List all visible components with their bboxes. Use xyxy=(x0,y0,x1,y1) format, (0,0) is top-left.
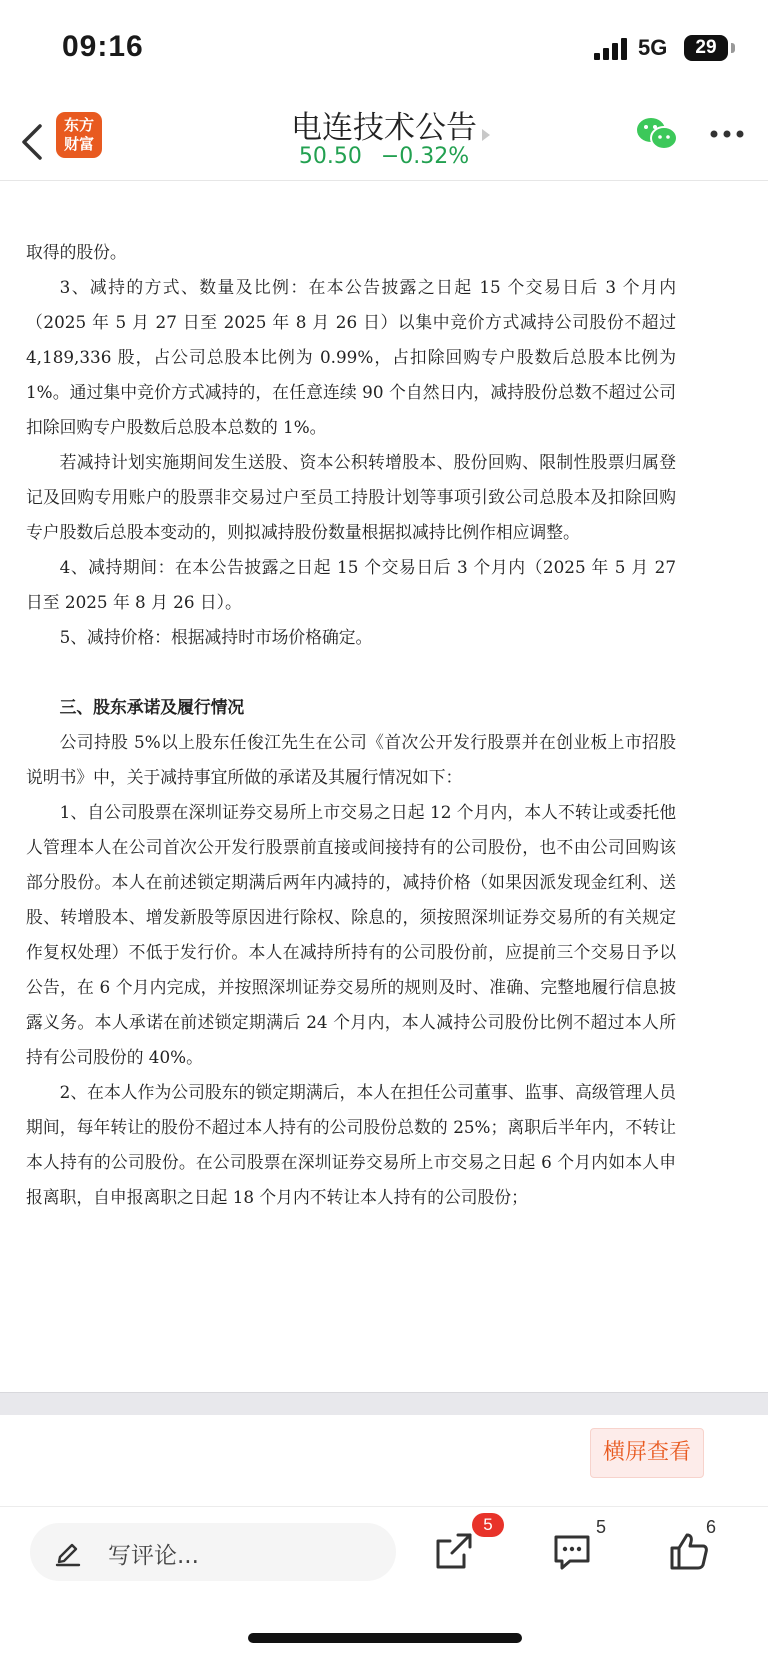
comment-count: 5 xyxy=(596,1517,607,1537)
doc-section-heading: 三、股东承诺及履行情况 xyxy=(59,697,245,717)
app-logo[interactable]: 东方 财富 xyxy=(56,112,102,158)
stock-change: −0.32% xyxy=(380,144,470,169)
thumbs-up-icon[interactable] xyxy=(668,1531,710,1571)
comment-placeholder: 写评论... xyxy=(108,1543,199,1569)
doc-paragraph: 若减持计划实施期间发生送股、资本公积转增股本、股份回购、限制性股票归属登记及回购专用账户的股票非交易过户至员工持股计划等事项引致公司总股本及扣除回购专户股数后总股本变动的，则拟减持股份数量根据拟减持比例作相应调整。 xyxy=(26,452,676,542)
comment-input[interactable] xyxy=(30,1523,396,1581)
share-icon[interactable] xyxy=(434,1531,474,1571)
doc-paragraph: 5、减持价格：根据减持时市场价格确定。 xyxy=(59,627,373,647)
landscape-view-button[interactable]: 横屏查看 xyxy=(590,1428,704,1478)
share-badge: 5 xyxy=(472,1513,504,1537)
battery-tip xyxy=(731,43,735,53)
page-title: 电连技术公告 xyxy=(291,110,477,146)
home-indicator xyxy=(248,1633,522,1643)
doc-paragraph: 取得的股份。 xyxy=(26,242,127,262)
doc-paragraph: 3、减持的方式、数量及比例：在本公告披露之日起 15 个交易日后 3 个月内（2025 年 5 月 27 日至 2025 年 8 月 26 日）以集中竞价方式减持公司股份不超过 4,189,336 股，占公司总股本比例为 0.99%，占扣除回购专户股数后总股本比例为 1%。通过集中竞价方式减持的，在任意连续 90 个自然日内，减持股份总数不超过公司扣除回购专户股数后总股本总数的 1%。 xyxy=(26,277,676,437)
comment-icon[interactable] xyxy=(552,1533,592,1571)
expand-arrow-icon[interactable] xyxy=(482,129,490,141)
signal-icon xyxy=(594,38,628,60)
doc-paragraph: 2、在本人作为公司股东的锁定期满后，本人在担任公司董事、监事、高级管理人员期间，每年转让的股份不超过本人持有的公司股份总数的 25%；离职后半年内，不转让本人持有的公司股份。在公司股票在深圳证券交易所上市交易之日起 6 个月内如本人申报离职，自申报离职之日起 18 个月内不转让本人持有的公司股份； xyxy=(26,1082,676,1207)
stock-price: 50.50 xyxy=(298,144,362,169)
doc-paragraph: 4、减持期间：在本公告披露之日起 15 个交易日后 3 个月内（2025 年 5 月 27 日至 2025 年 8 月 26 日）。 xyxy=(26,557,676,612)
like-count: 6 xyxy=(706,1517,717,1537)
more-icon[interactable] xyxy=(710,130,744,138)
status-bar xyxy=(0,0,768,100)
page-divider xyxy=(0,1392,768,1415)
doc-paragraph: 1、自公司股票在深圳证券交易所上市交易之日起 12 个月内，本人不转让或委托他人管理本人在公司首次公开发行股票前直接或间接持有的公司股份，也不由公司回购该部分股份。本人在前述锁定期满后两年内减持的，减持价格（如果因派发现金红利、送股、转增股本、增发新股等原因进行除权、除息的，须按照深圳证券交易所的有关规定作复权处理）不低于发行价。本人在减持所持有的公司股份前，应提前三个交易日予以公告，在 6 个月内完成，并按照深圳证券交易所的规则及时、准确、完整地履行信息披露义务。本人承诺在前述锁定期满后 24 个月内，本人减持公司股份比例不超过本人所持有公司股份的 40%。 xyxy=(26,802,676,1067)
doc-paragraph: 公司持股 5%以上股东任俊江先生在公司《首次公开发行股票并在创业板上市招股说明书》中，关于减持事宜所做的承诺及其履行情况如下： xyxy=(26,732,676,787)
battery-icon: 29 xyxy=(684,35,728,61)
announcement-document xyxy=(26,235,676,1215)
network-type: 5G xyxy=(638,35,668,60)
status-time: 09:16 xyxy=(62,30,144,63)
pen-icon xyxy=(54,1537,82,1567)
nav-bar xyxy=(0,100,768,181)
wechat-icon[interactable] xyxy=(636,116,678,152)
